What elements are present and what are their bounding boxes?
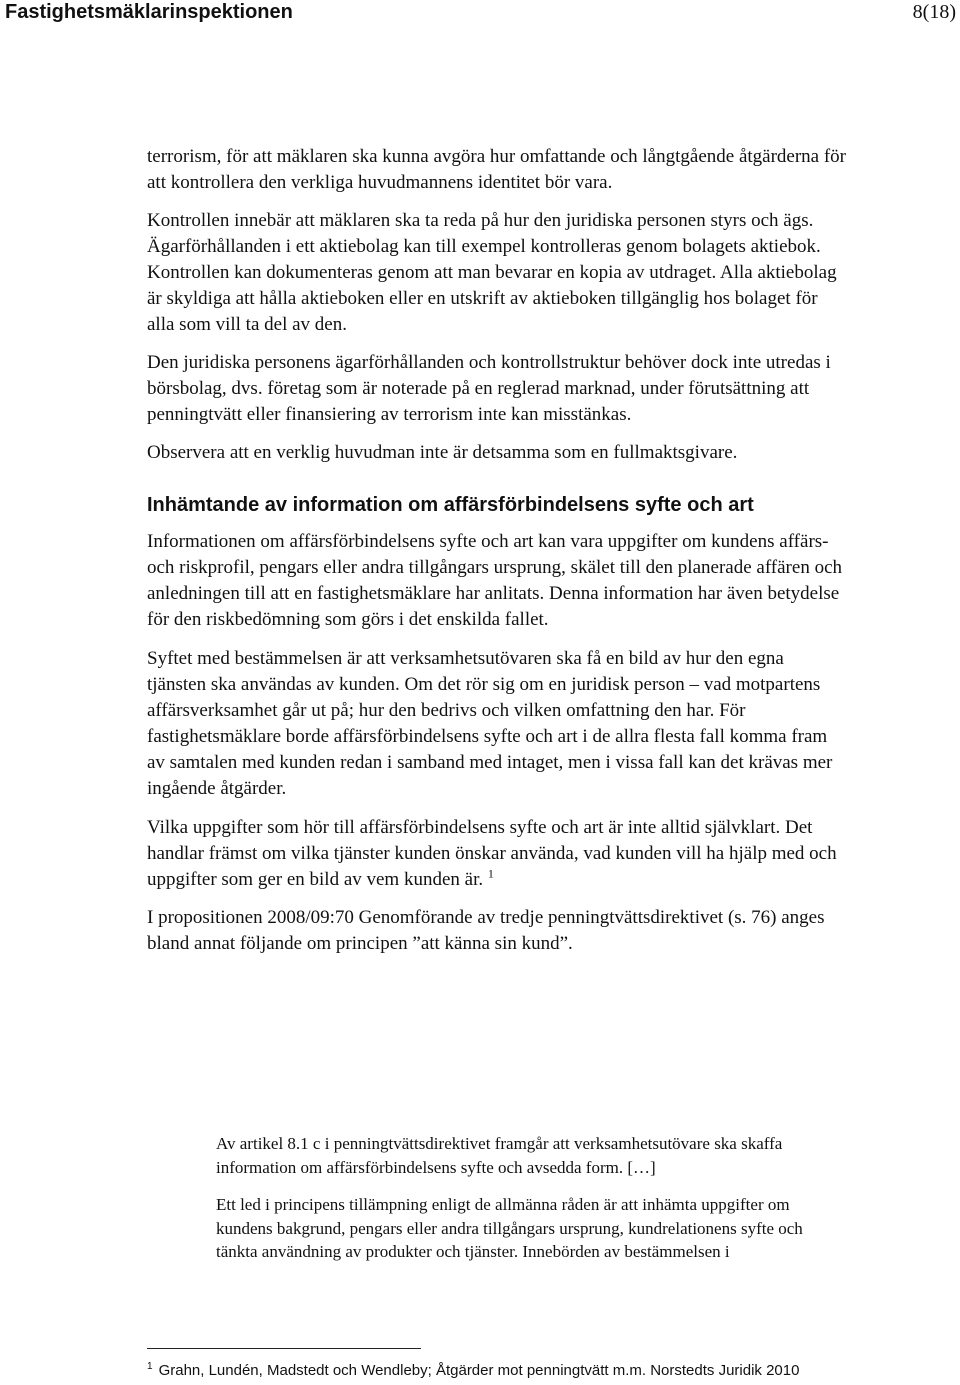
paragraph: Syftet med bestämmelsen är att verksamhetsutövaren ska få en bild av hur den egna tjänsten ska användas av kunden. Om det rör sig om en juridisk person – vad motpartens affärsverksamhet går ut på; hur den bedrivs och vilken omfattning den har. För fastighetsmäklare borde affärsförbindelsens syfte och art i de allra flesta fall komma fram av samtalen med kunden redan i samband med intaget, men i vissa fall kan det krävas mer ingående åtgärder. xyxy=(147,648,833,799)
footnote-divider xyxy=(147,1348,421,1349)
block-quote xyxy=(216,1132,816,1264)
paragraph: Informationen om affärsförbindelsens syfte och art kan vara uppgifter om kundens affärs- och riskprofil, pengars eller andra tillgångars ursprung, skälet till den planerade affären och anledningen till att en fastighetsmäklare har anlitats. Denna information har även betydelse för den riskbedömning som görs i det enskilda fallet. xyxy=(147,531,843,630)
document-title: Fastighetsmäklarinspektionen xyxy=(5,1,293,23)
footnote-number: 1 xyxy=(147,1361,153,1372)
footnote-text: Grahn, Lundén, Madstedt och Wendleby; Åtgärder mot penningtvätt m.m. Norstedts Juridik 2010 xyxy=(158,1362,800,1379)
paragraph-text: Vilka uppgifter som hör till affärsförbindelsens syfte och art är inte alltid självklart. Det handlar främst om vilka tjänster kunden önskar använda, vad kunden vill ha hjälp med och uppgifter som ger en bild av vem kunden är. xyxy=(147,817,837,890)
paragraph: terrorism, för att mäklaren ska kunna avgöra hur omfattande och långtgående åtgärderna för att kontrollera den verkliga huvudmannens identitet bör vara. xyxy=(147,146,847,193)
paragraph: I propositionen 2008/09:70 Genomförande av tredje penningtvättsdirektivet (s. 76) anges bland annat följande om principen ”att känna sin kund”. xyxy=(147,907,825,954)
section-heading: Inhämtande av information om affärsförbindelsens syfte och art xyxy=(147,494,754,516)
page-header xyxy=(0,0,960,26)
quote-paragraph: Av artikel 8.1 c i penningtvättsdirektivet framgår att verksamhetsutövare ska skaffa information om affärsförbindelsens syfte och avsedda form. […] xyxy=(216,1134,783,1177)
page-number: 8(18) xyxy=(912,1,956,23)
paragraph: Kontrollen innebär att mäklaren ska ta reda på hur den juridiska personen styrs och ägs. Ägarförhållanden i ett aktiebolag kan till exempel kontrolleras genom bolagets aktiebok. Kontrollen kan dokumenteras genom att man bevarar en kopia av utdraget. Alla aktiebolag är skyldiga att hålla aktieboken eller en utskrift av aktieboken tillgänglig hos bolaget för alla som vill ta del av den. xyxy=(147,210,837,335)
footnote-reference[interactable]: 1 xyxy=(487,866,494,881)
paragraph: Den juridiska personens ägarförhållanden och kontrollstruktur behöver dock inte utredas i börsbolag, dvs. företag som är noterade på en reglerad marknad, under förutsättning att penningtvätt eller finansiering av terrorism inte kan misstänkas. xyxy=(147,352,831,425)
main-content xyxy=(147,144,847,957)
paragraph-with-footnote xyxy=(147,815,847,893)
paragraph: Observera att en verklig huvudman inte är detsamma som en fullmaktsgivare. xyxy=(147,442,738,463)
footnote xyxy=(147,1362,907,1380)
quote-paragraph: Ett led i principens tillämpning enligt de allmänna råden är att inhämta uppgifter om kundens bakgrund, pengars eller andra tillgångars ursprung, kundrelationens syfte och tänkta användning av produkter och tjänster. Innebörden av bestämmelsen i xyxy=(216,1195,803,1261)
